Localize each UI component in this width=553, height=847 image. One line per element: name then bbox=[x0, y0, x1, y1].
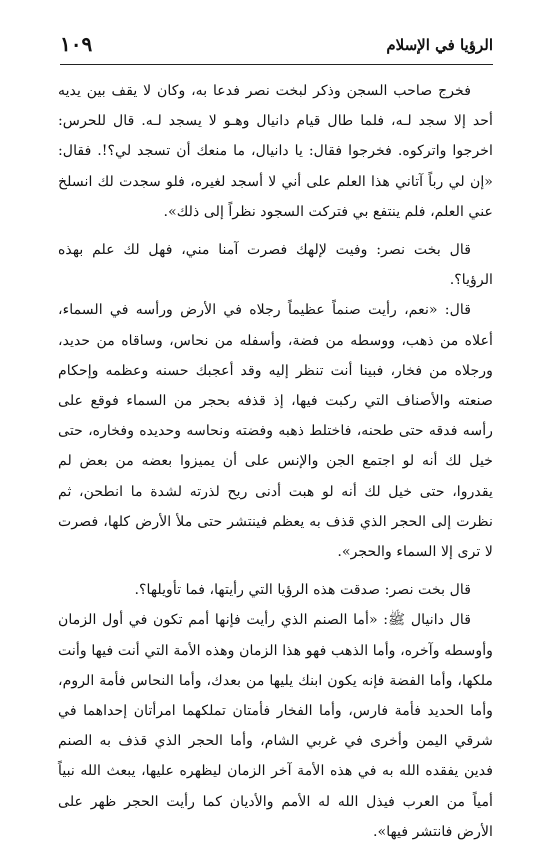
paragraph: قال بخت نصر: وفيت لإلهك فصرت آمنا مني، فهل لك علم بهذه الرؤيا؟. bbox=[58, 242, 493, 289]
page-number: ١٠٩ bbox=[60, 32, 93, 56]
running-title: الرؤيا في الإسلام bbox=[386, 36, 493, 54]
paragraph: قال دانيال ﷺ: «أما الصنم الذي رأيت فإنها أمم تكون في أول الزمان وأوسطه وآخره، وأما الذهب فهو هذا الزمان وهذه الأمة التي أنت فيها وأنت ملكها، وأما الفضة فإنه يكون ابنك يليها من بعدك، وأما النحاس فأمة الروم، وأما الحديد فأمة فارس، وأما الفخار فأمتان تملكهما امرأتان إحداهما في شرقي اليمن وأخرى في غربي الشام، وأما الحجر الذي قذف به الصنم فدين يفقده الله به في هذه الأمة آخر الزمان ليظهره عليها، يبعث الله نبياً أمياً من العرب فيذل الله له الأمم والأديان كما رأيت الحجر ظهر على الأرض فانتشر فيها». bbox=[58, 612, 493, 840]
paragraph: فخرج صاحب السجن وذكر لبخت نصر فدعا به، وكان لا يقف بين يديه أحد إلا سجد لـه، فلما طال قيام دانيال وهـو لا يسجد لـه. قال للحرس: اخرجوا واتركوه. فخرجوا فقال: يا دانيال، ما منعك أن تسجد لي؟!. فقال: «إن لي رباً آتاني هذا العلم على أني لا أسجد لغيره، فلو سجدت لك انسلخ عني العلم، فلم ينتفع بي فتركت السجود نظراً إلى ذلك». bbox=[58, 83, 493, 220]
page-body bbox=[58, 76, 493, 847]
paragraph: قال: «نعم، رأيت صنماً عظيماً رجلاه في الأرض ورأسه في السماء، أعلاه من ذهب، ووسطه من فضة، وأسفله من نحاس، وساقاه من حديد، ورجلاه من فخار، فبينا أنت تنظر إليه وقد أعجبك حسنه وعظمه وإحكام صنعته والأصناف التي ركبت فيها، إذ قذفه بحجر من السماء فوقع على رأسه فدقه حتى طحنه، فاختلط ذهبه وفضته ونحاسه وحديده وفخاره، حتى خيل لك أنه لو اجتمع الجن والإنس على أن يميزوا بعضه من بعض لم يقدروا، حتى خيل لك أنه لو هبت أدنى ريح لذرته لشدة ما انطحن، ثم نظرت إلى الحجر الذي قذف به يعظم فينتشر حتى ملأ الأرض كلها، فصرت لا ترى إلا السماء والحجر». bbox=[58, 302, 493, 561]
page-header bbox=[60, 30, 493, 65]
paragraph: قال بخت نصر: صدقت هذه الرؤيا التي رأيتها، فما تأويلها؟. bbox=[134, 582, 471, 599]
